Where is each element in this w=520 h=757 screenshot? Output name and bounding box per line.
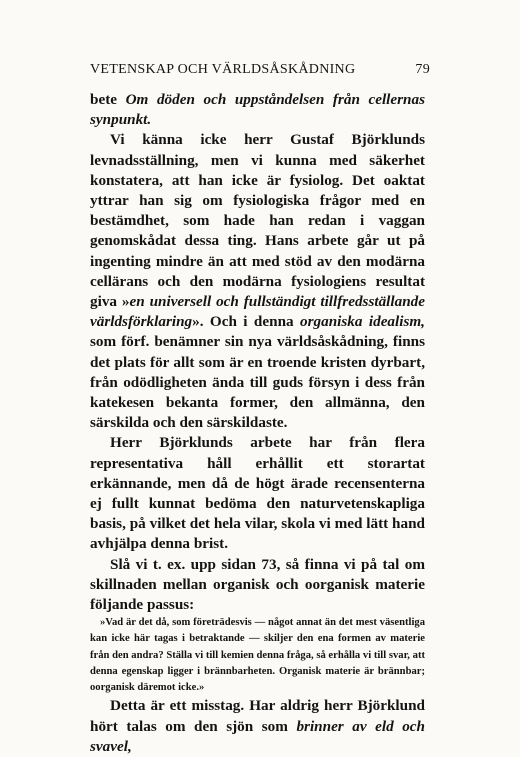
header-title: VETENSKAP OCH VÄRLDSÅSKÅDNING <box>90 62 356 77</box>
p2-italic-term: organiska idealism, <box>300 313 425 331</box>
block-quote: »Vad är det då, som företrädesvis — något annat än det mest väsentliga kan icke här tagas i betraktande — skiljer den ena formen av materie från den andra? Ställa vi till kemien denna fråga, så erhålla vi till svar, att denna egenskap ligger i brännbarheten. Organisk materie är brännbar; oorganisk däremot icke.» <box>90 617 425 694</box>
p5-italic-quote: brinner av eld och svavel, <box>90 717 425 755</box>
page-number: 79 <box>415 62 430 77</box>
p2-text-c: ». Och i denna <box>192 313 301 331</box>
paragraph-continuation <box>90 90 425 130</box>
p1-text: bete <box>90 91 126 108</box>
p2-text-a: Vi känna icke herr Gustaf Björklunds levnadsställning, men vi kunna med säkerhet konstatera, att han icke är fysiolog. Det oaktat yttrar han sig om fysiologiska frågor med en bestämdhet, som hade han redan i vaggan genomskådat dessa ting. Hans arbete går ut på ingenting mindre än att med stöd av den modärna cellärans och den modärna fysiologiens resultat giva » <box>90 131 425 311</box>
body-text <box>90 90 425 757</box>
p1-title-italic: Om döden och uppståndelsen från cellernas synpunkt. <box>90 91 425 129</box>
paragraph-4: Slå vi t. ex. upp sidan 73, så finna vi på tal om skillnaden mellan organisk och oorganisk materie följande passus: <box>90 555 425 614</box>
p5-text: Detta är ett misstag. Har aldrig herr Björklund hört talas om den sjön som <box>90 697 425 735</box>
p2-italic-quote: en universell och fullständigt tillfredsställande världsförklaring <box>90 293 425 331</box>
paragraph-3: Herr Björklunds arbete har från flera representativa håll erhållit ett storartat erkännande, men då de högt ärade recensenterna ej fullt kunnat bedöma den naturvetenskapliga basis, på vilket det hela vilar, skola vi med lätt hand avhjälpa denna brist. <box>90 434 425 553</box>
running-header <box>90 62 430 78</box>
p2-text-e: som förf. benämner sin nya världsåskådning, finns det plats för allt som är en troende kristen dyrbart, från odödligheten ända till guds försyn i dess från katekesen bekanta former, den allmänna, den särskilda och den särskildaste. <box>90 333 425 432</box>
paragraph-5 <box>90 696 425 757</box>
paragraph-2 <box>90 130 425 433</box>
